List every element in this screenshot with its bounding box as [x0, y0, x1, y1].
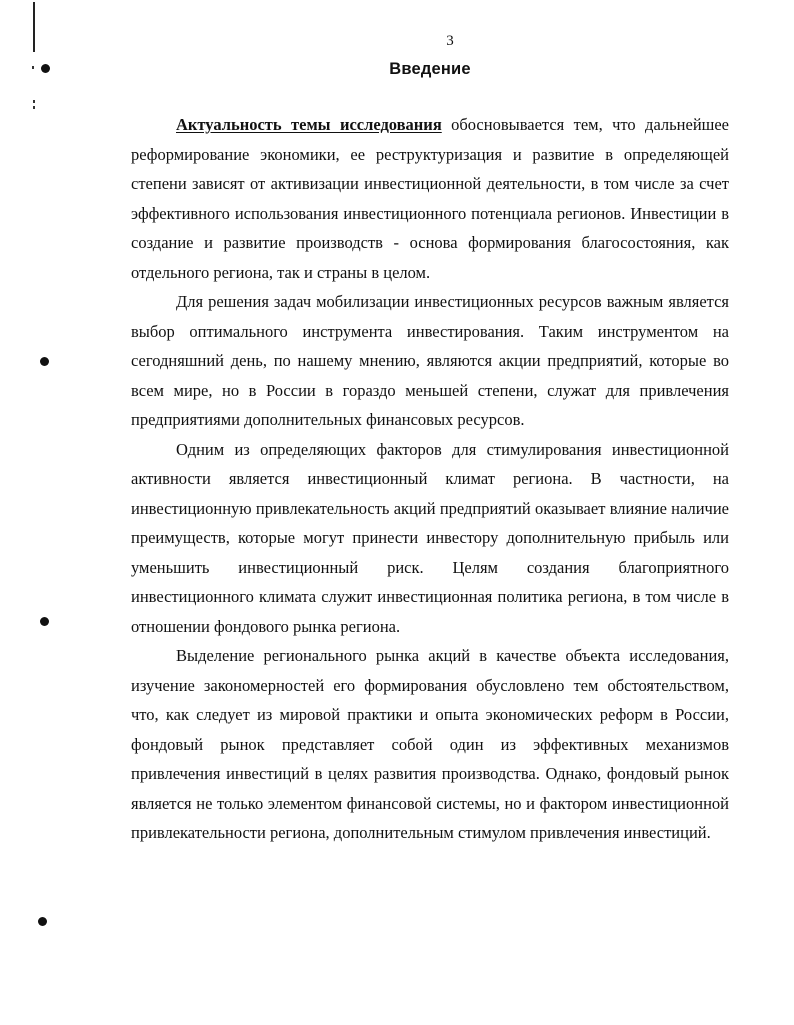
binding-hole-mark — [40, 617, 49, 626]
paragraph: Выделение регионального рынка акций в качестве объекта исследования, изучение закономерностей его формирования обусловлено тем обстоятельством, что, как следует из мировой практики и опыта экономических реформ в России, фондовый рынок представляет собой один из эффективных механизмов привлечения инвестиций в целях развития производства. Однако, фондовый рынок является не только элементом финансовой системы, но и фактором инвестиционной привлекательности региона, дополнительным стимулом привлечения инвестиций. — [131, 646, 729, 842]
scan-speck — [33, 100, 35, 103]
scan-margin-line — [33, 2, 35, 52]
paragraph: Одним из определяющих факторов для стимулирования инвестиционной активности является инвестиционный климат региона. В частности, на инвестиционную привлекательность акций предприятий оказывает влияние наличие преимуществ, которые могут принести инвестору дополнительную прибыль или уменьшить инвестиционный риск. Целям создания благоприятного инвестиционного климата служит инвестиционная политика региона, в том числе в отношении фондового рынка региона. — [131, 439, 729, 636]
paragraph: Для решения задач мобилизации инвестиционных ресурсов важным является выбор оптимального инструмента инвестирования. Таким инструментом на сегодняшний день, по нашему мнению, являются акции предприятий, которые во всем мире, но в России в гораздо меньшей степени, служат для привлечения предприятиями дополнительных финансовых ресурсов. — [131, 292, 729, 429]
paragraph-text: обосновывается тем, что дальнейшее реформирование экономики, ее реструктуризация и развитие в определяющей степени зависят от активизации инвестиционной деятельности, в том числе за счет эффективного использования инвестиционного потенциала регионов. Инвестиции в создание и развитие производств - основа формирования благосостояния, как отдельного региона, так и страны в целом. — [131, 115, 730, 282]
scan-speck — [33, 106, 35, 109]
emphasized-phrase: Актуальность темы исследования — [176, 115, 442, 134]
binding-hole-mark — [40, 357, 49, 366]
binding-hole-mark — [38, 917, 47, 926]
page-number: 3 — [446, 33, 454, 49]
paragraph-relevance — [131, 110, 729, 287]
document-body — [131, 110, 729, 848]
page-title: Введение — [389, 60, 471, 78]
